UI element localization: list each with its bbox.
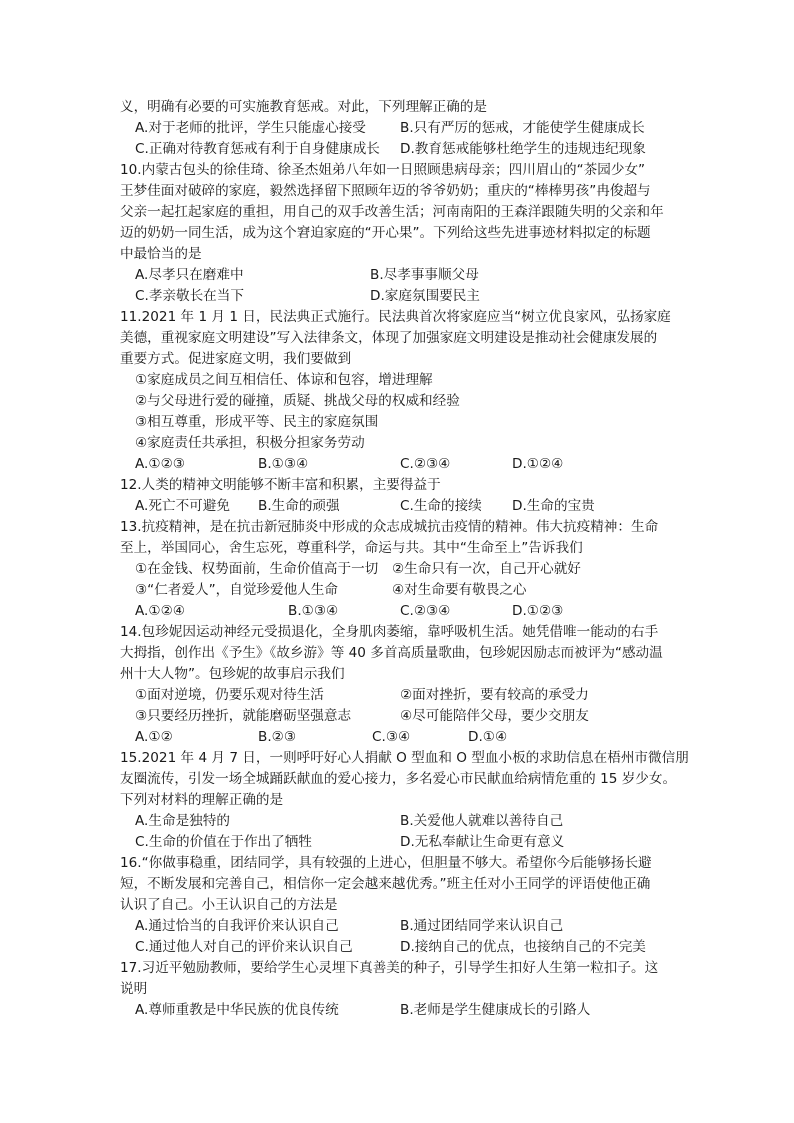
option-12d: D.生命的宝贵 <box>512 498 595 514</box>
option-13c: C.②③④ <box>400 603 451 619</box>
option-10b: B.尽孝事事顺父母 <box>370 267 479 283</box>
option-9d: D.教育惩戒能够杜绝学生的违规违纪现象 <box>400 141 646 157</box>
option-13a: A.①②④ <box>135 603 185 619</box>
statement-14-1: ①面对逆境，仍要乐观对待生活 <box>135 687 324 703</box>
statement-11-2: ②与父母进行爱的碰撞，质疑、挑战父母的权威和经验 <box>135 393 460 409</box>
question-17-line-1: 17.习近平勉励教师，要给学生心灵埋下真善美的种子，引导学生扣好人生第一粒扣子。这 <box>120 960 659 976</box>
option-11a: A.①②③ <box>135 456 185 472</box>
option-14a: A.①② <box>135 729 173 745</box>
question-17-line-2: 说明 <box>120 981 148 997</box>
option-15c: C.生命的价值在于作出了牺牲 <box>135 834 312 850</box>
option-12a: A.死亡不可避免 <box>135 498 230 514</box>
question-12: 12.人类的精神文明能够不断丰富和积累，主要得益于 <box>120 477 441 493</box>
option-13d: D.①②③ <box>512 603 564 619</box>
option-16d: D.接纳自己的优点，也接纳自己的不完美 <box>400 939 646 955</box>
option-11b: B.①③④ <box>258 456 309 472</box>
statement-14-4: ④尽可能陪伴父母，要少交朋友 <box>400 708 589 724</box>
option-10d: D.家庭氛围要民主 <box>370 288 480 304</box>
statement-11-1: ①家庭成员之间互相信任、体谅和包容，增进理解 <box>135 372 433 388</box>
option-9c: C.正确对待教育惩戒有利于自身健康成长 <box>135 141 380 157</box>
question-14-line-2: 大拇指，创作出《予生》《故乡游》等 40 多首高质量歌曲，包珍妮因励志而被评为“感动温 <box>120 645 663 661</box>
option-10c: C.孝亲敬长在当下 <box>135 288 244 304</box>
statement-13-4: ④对生命要有敬畏之心 <box>392 582 527 598</box>
option-15b: B.关爱他人就难以善待自己 <box>400 813 564 829</box>
question-10-line-5: 中最恰当的是 <box>120 246 202 262</box>
option-16b: B.通过团结同学来认识自己 <box>400 918 564 934</box>
question-10-line-3: 父亲一起扛起家庭的重担，用自己的双手改善生活；河南南阳的王森洋跟随失明的父亲和年 <box>120 204 664 220</box>
option-15a: A.生命是独特的 <box>135 813 230 829</box>
option-16c: C.通过他人对自己的评价来认识自己 <box>135 939 353 955</box>
question-16-line-1: 16.“你做事稳重，团结同学，具有较强的上进心，但胆量不够大。希望你今后能够扬长避 <box>120 855 652 871</box>
option-17a: A.尊师重教是中华民族的优良传统 <box>135 1002 339 1018</box>
option-12c: C.生命的接续 <box>400 498 482 514</box>
statement-14-2: ②面对挫折，要有较高的承受力 <box>400 687 589 703</box>
option-15d: D.无私奉献让生命更有意义 <box>400 834 565 850</box>
question-10-line-4: 迈的奶奶一同生活，成为这个窘迫家庭的“开心果”。下列给这些先进事迹材料拟定的标题 <box>120 225 651 241</box>
question-10-line-1: 10.内蒙古包头的徐佳琦、徐圣杰姐弟八年如一日照顾患病母亲；四川眉山的“茶园少女” <box>120 162 646 178</box>
option-10a: A.尽孝只在磨难中 <box>135 267 244 283</box>
question-10-line-2: 王梦佳面对破碎的家庭，毅然选择留下照顾年迈的爷爷奶奶；重庆的“棒棒男孩”冉俊超与 <box>120 183 651 199</box>
option-9a: A.对于老师的批评，学生只能虚心接受 <box>135 120 366 136</box>
option-14c: C.③④ <box>372 729 411 745</box>
question-11-line-1: 11.2021 年 1 月 1 日，民法典正式施行。民法典首次将家庭应当“树立优良家风，弘扬家庭 <box>120 309 671 325</box>
statement-14-3: ③只要经历挫折，就能磨砺坚强意志 <box>135 708 352 724</box>
option-11d: D.①②④ <box>512 456 564 472</box>
question-13-line-1: 13.抗疫精神，是在抗击新冠肺炎中形成的众志成城抗击疫情的精神。伟大抗疫精神：生命 <box>120 519 659 535</box>
question-16-line-3: 认识了自己。小王认识自己的方法是 <box>120 897 338 913</box>
question-16-line-2: 短，不断发展和完善自己，相信你一定会越来越优秀。”班主任对小王同学的评语使他正确 <box>120 876 651 892</box>
question-9-stem-end: 义，明确有必要的可实施教育惩戒。对此，下列理解正确的是 <box>120 99 488 115</box>
option-14b: B.②③ <box>258 729 297 745</box>
option-9b: B.只有严厉的惩戒，才能使学生健康成长 <box>400 120 645 136</box>
statement-13-1: ①在金钱、权势面前，生命价值高于一切 <box>135 561 379 577</box>
question-11-line-3: 重要方式。促进家庭文明，我们要做到 <box>120 351 352 367</box>
option-13b: B.①③④ <box>288 603 339 619</box>
question-13-line-2: 至上，举国同心，舍生忘死，尊重科学，命运与共。其中“生命至上”告诉我们 <box>120 540 583 556</box>
question-15-line-3: 下列对材料的理解正确的是 <box>120 792 284 808</box>
statement-11-3: ③相互尊重，形成平等、民主的家庭氛围 <box>135 414 379 430</box>
option-12b: B.生命的顽强 <box>258 498 340 514</box>
option-16a: A.通过恰当的自我评价来认识自己 <box>135 918 339 934</box>
question-15-line-2: 友圈流传，引发一场全城踊跃献血的爱心接力，多名爱心市民献血给病情危重的 15 岁少女。 <box>120 771 677 787</box>
statement-13-2: ②生命只有一次，自己开心就好 <box>392 561 581 577</box>
question-15-line-1: 15.2021 年 4 月 7 日，一则呼吁好心人捐献 O 型血和 O 型血小板的求助信息在梧州市微信朋 <box>120 750 689 766</box>
question-14-line-3: 州十大人物”。包珍妮的故事启示我们 <box>120 666 345 682</box>
option-14d: D.①④ <box>468 729 508 745</box>
statement-11-4: ④家庭责任共承担，积极分担家务劳动 <box>135 435 365 451</box>
statement-13-3: ③“仁者爱人”，自觉珍爱他人生命 <box>135 582 338 598</box>
option-11c: C.②③④ <box>400 456 451 472</box>
option-17b: B.老师是学生健康成长的引路人 <box>400 1002 591 1018</box>
question-14-line-1: 14.包珍妮因运动神经元受损退化，全身肌肉萎缩，靠呼吸机生活。她凭借唯一能动的右手 <box>120 624 659 640</box>
question-11-line-2: 美德，重视家庭文明建设”写入法律条文，体现了加强家庭文明建设是推动社会健康发展的 <box>120 330 658 346</box>
